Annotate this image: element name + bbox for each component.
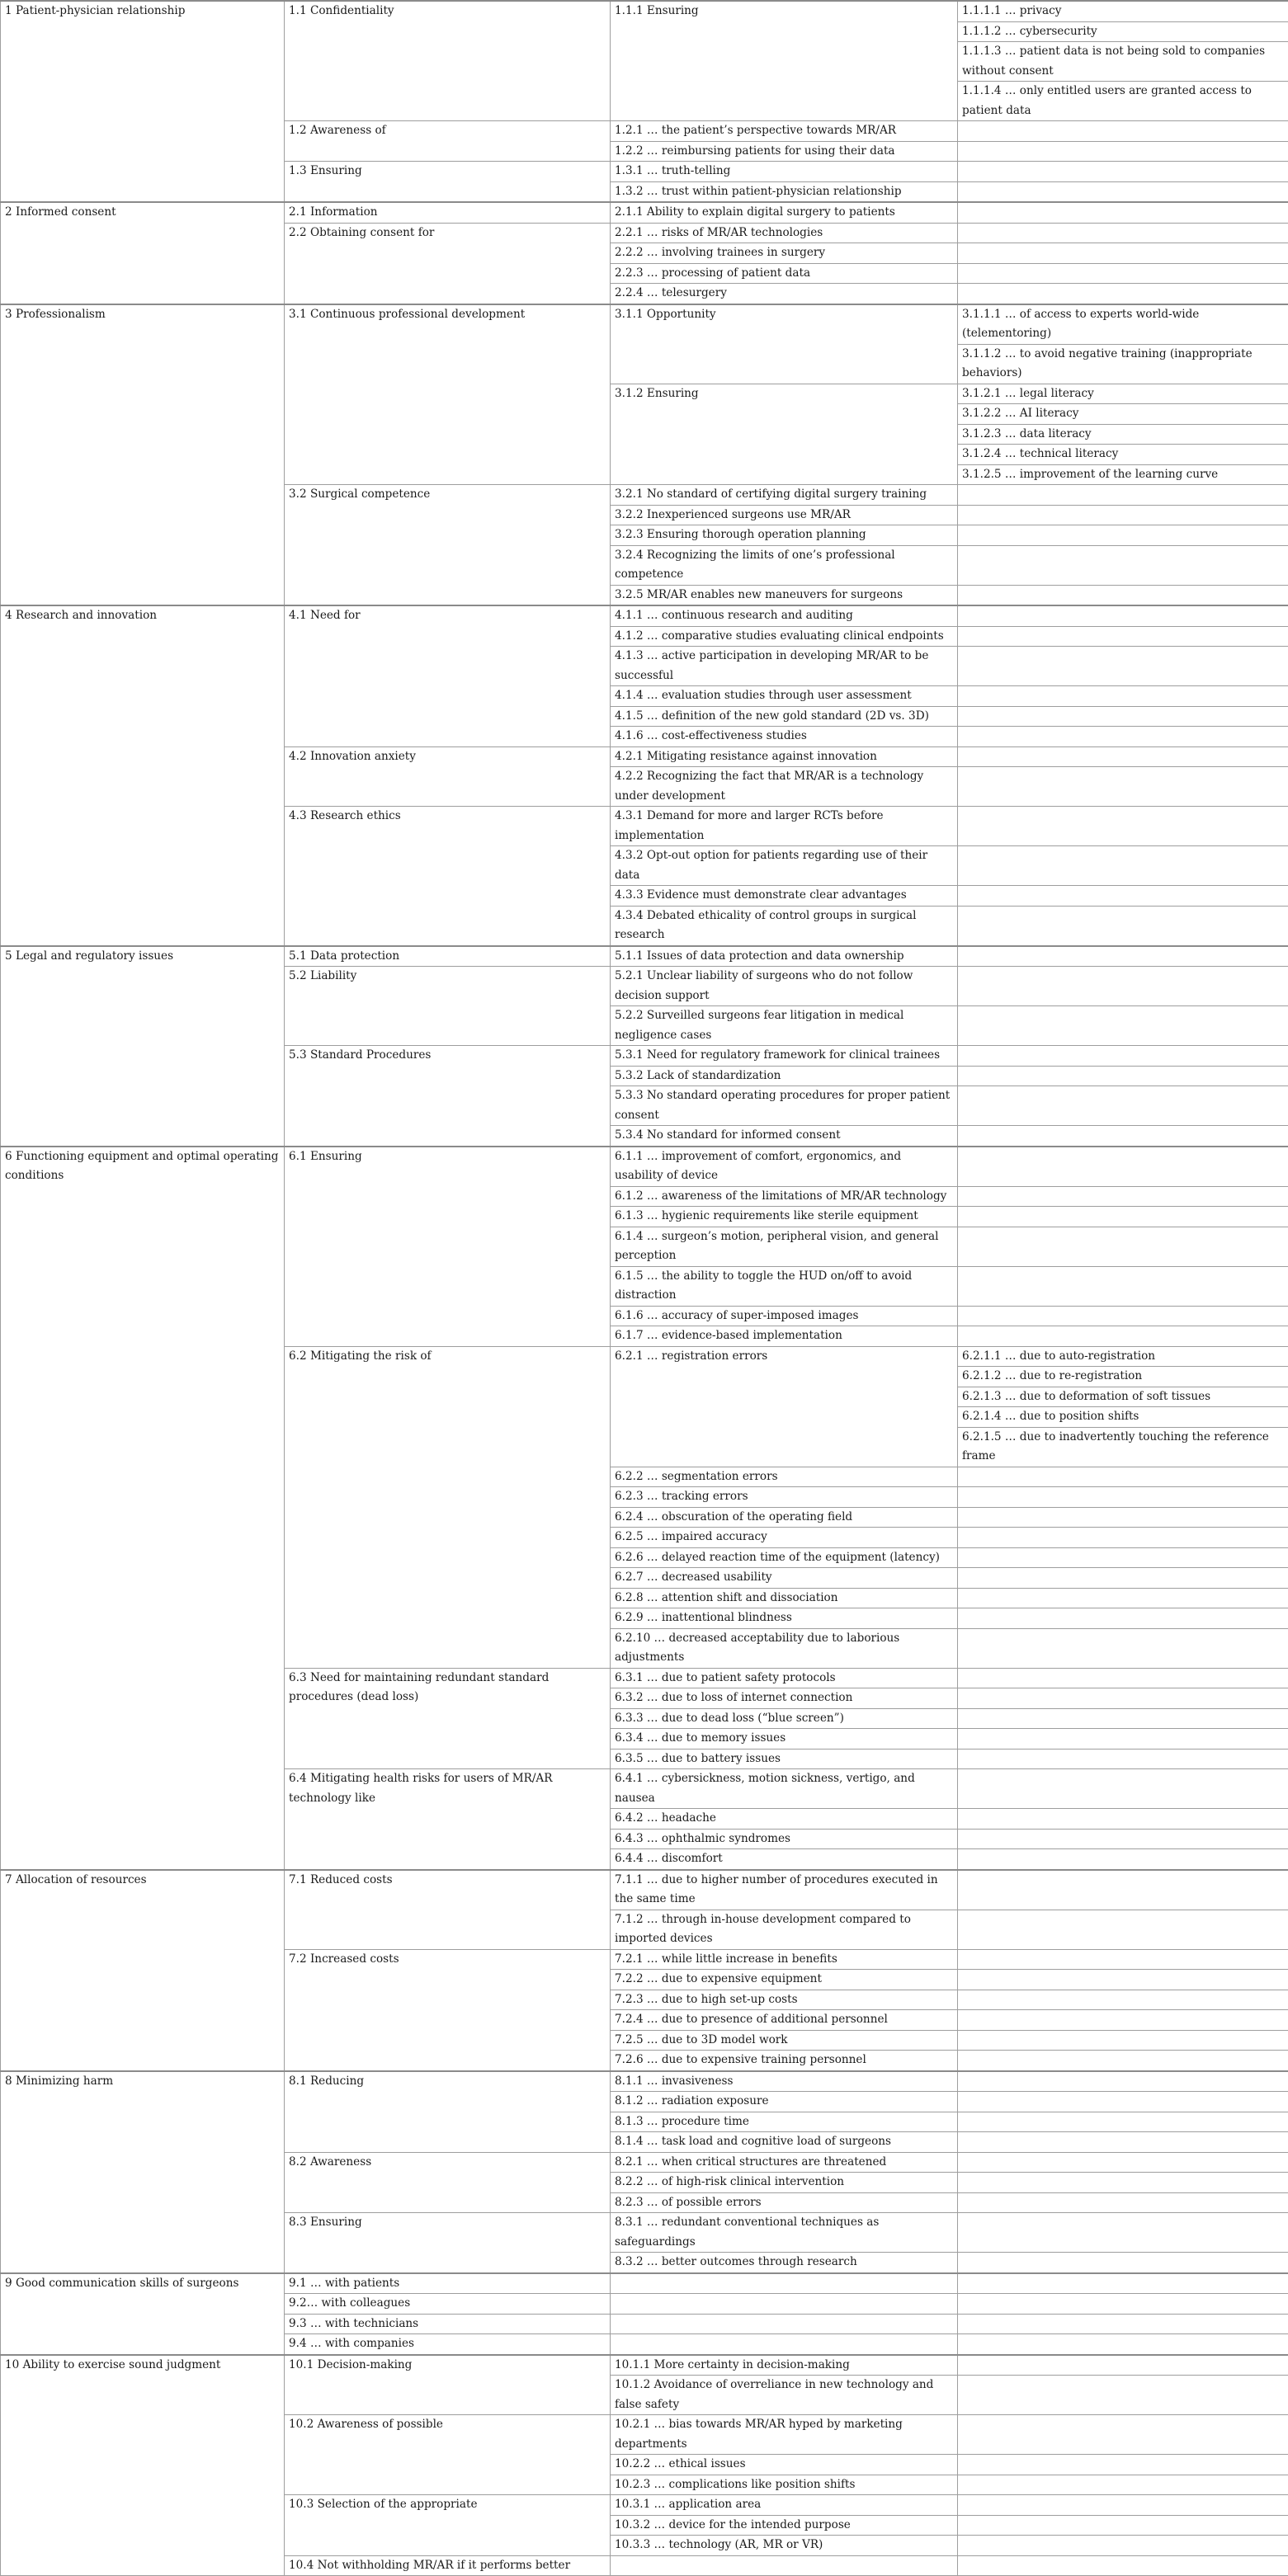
item-cell: 5.3.2 Lack of standardization	[611, 1066, 958, 1086]
item-cell: 2.2.4 … telesurgery	[611, 284, 958, 304]
item-cell: 6.2.10 … decreased acceptability due to laborious adjustments	[611, 1628, 958, 1668]
item-cell	[611, 2555, 958, 2576]
detail-cell	[958, 1990, 1288, 2010]
detail-cell: 1.1.1.3 … patient data is not being sold to companies without consent	[958, 42, 1288, 82]
item-cell: 3.2.4 Recognizing the limits of one’s professional competence	[611, 545, 958, 585]
item-cell: 4.3.2 Opt-out option for patients regarding use of their data	[611, 846, 958, 886]
detail-cell	[958, 967, 1288, 1006]
detail-cell	[958, 2376, 1288, 2415]
detail-cell	[958, 1266, 1288, 1306]
subtheme-cell: 1.3 Ensuring	[285, 162, 611, 203]
detail-cell	[958, 1126, 1288, 1147]
item-cell: 6.4.2 … headache	[611, 1809, 958, 1830]
item-cell: 2.1.1 Ability to explain digital surgery to patients	[611, 202, 958, 223]
item-cell: 7.2.5 … due to 3D model work	[611, 2030, 958, 2051]
subtheme-cell: 9.1 … with patients	[285, 2273, 611, 2294]
item-cell: 8.1.3 … procedure time	[611, 2112, 958, 2132]
item-cell: 4.1.1 … continuous research and auditing	[611, 605, 958, 626]
detail-cell	[958, 121, 1288, 142]
item-cell: 10.3.2 … device for the intended purpose	[611, 2515, 958, 2536]
detail-cell: 6.2.1.5 … due to inadvertently touching the reference frame	[958, 1427, 1288, 1467]
detail-cell: 1.1.1.2 … cybersecurity	[958, 21, 1288, 42]
item-cell: 2.2.2 … involving trainees in surgery	[611, 243, 958, 264]
theme-cell: 2 Informed consent	[1, 202, 285, 304]
subtheme-cell: 2.2 Obtaining consent for	[285, 223, 611, 304]
detail-cell	[958, 1829, 1288, 1849]
item-cell: 6.2.5 … impaired accuracy	[611, 1528, 958, 1548]
item-cell: 10.1.1 More certainty in decision-making	[611, 2355, 958, 2376]
subtheme-cell: 5.3 Standard Procedures	[285, 1046, 611, 1147]
item-cell: 5.1.1 Issues of data protection and data ownership	[611, 946, 958, 967]
detail-cell	[958, 2475, 1288, 2495]
detail-cell	[958, 2334, 1288, 2355]
subtheme-cell: 10.3 Selection of the appropriate	[285, 2495, 611, 2556]
table-row	[1, 2355, 1288, 2376]
subtheme-cell: 4.1 Need for	[285, 605, 611, 746]
detail-cell	[958, 1729, 1288, 1750]
detail-cell	[958, 284, 1288, 304]
detail-cell	[958, 1628, 1288, 1668]
detail-cell	[958, 1949, 1288, 1970]
item-cell: 3.2.1 No standard of certifying digital surgery training	[611, 485, 958, 506]
item-cell: 6.3.2 … due to loss of internet connection	[611, 1688, 958, 1709]
detail-cell	[958, 1147, 1288, 1187]
detail-cell	[958, 141, 1288, 162]
detail-cell	[958, 1749, 1288, 1769]
detail-cell	[958, 906, 1288, 946]
detail-cell	[958, 1849, 1288, 1870]
item-cell: 6.4.1 … cybersickness, motion sickness, vertigo, and nausea	[611, 1769, 958, 1809]
detail-cell: 6.2.1.2 … due to re-registration	[958, 1367, 1288, 1387]
item-cell: 6.2.6 … delayed reaction time of the equipment (latency)	[611, 1547, 958, 1568]
item-cell: 8.1.2 … radiation exposure	[611, 2092, 958, 2112]
detail-cell	[958, 706, 1288, 727]
detail-cell: 1.1.1.4 … only entitled users are granted access to patient data	[958, 82, 1288, 121]
item-cell: 10.1.2 Avoidance of overreliance in new technology and false safety	[611, 2376, 958, 2415]
item-cell: 1.3.1 … truth-telling	[611, 162, 958, 182]
item-cell: 3.2.3 Ensuring thorough operation planning	[611, 525, 958, 546]
item-cell: 4.2.2 Recognizing the fact that MR/AR is a technology under development	[611, 767, 958, 807]
item-cell: 4.1.6 … cost-effectiveness studies	[611, 727, 958, 747]
detail-cell	[958, 2152, 1288, 2173]
detail-cell	[958, 1970, 1288, 1990]
subtheme-cell: 8.2 Awareness	[285, 2152, 611, 2213]
item-cell: 6.3.5 … due to battery issues	[611, 1749, 958, 1769]
table-row	[1, 202, 1288, 223]
subtheme-cell: 4.2 Innovation anxiety	[285, 746, 611, 807]
detail-cell: 3.1.2.5 … improvement of the learning curve	[958, 464, 1288, 485]
detail-cell	[958, 1809, 1288, 1830]
item-cell: 8.2.1 … when critical structures are threatened	[611, 2152, 958, 2173]
detail-cell	[958, 1688, 1288, 1709]
item-cell: 4.1.3 … active participation in developing MR/AR to be successful	[611, 647, 958, 686]
detail-cell	[958, 485, 1288, 506]
detail-cell	[958, 807, 1288, 846]
subtheme-cell: 1.1 Confidentiality	[285, 1, 611, 121]
item-cell: 8.3.2 … better outcomes through research	[611, 2253, 958, 2273]
item-cell: 5.3.3 No standard operating procedures for proper patient consent	[611, 1086, 958, 1126]
detail-cell	[958, 1306, 1288, 1326]
item-cell: 3.1.2 Ensuring	[611, 384, 958, 485]
item-cell: 2.2.3 … processing of patient data	[611, 263, 958, 284]
subtheme-cell: 8.1 Reducing	[285, 2071, 611, 2153]
detail-cell	[958, 2455, 1288, 2475]
item-cell	[611, 2314, 958, 2334]
item-cell: 10.2.1 … bias towards MR/AR hyped by marketing departments	[611, 2415, 958, 2455]
detail-cell	[958, 2092, 1288, 2112]
detail-cell	[958, 2112, 1288, 2132]
subtheme-cell: 10.4 Not withholding MR/AR if it performs better	[285, 2555, 611, 2576]
item-cell: 8.1.1 … invasiveness	[611, 2071, 958, 2092]
item-cell: 7.2.1 … while little increase in benefits	[611, 1949, 958, 1970]
item-cell: 6.1.3 … hygienic requirements like sterile equipment	[611, 1207, 958, 1227]
item-cell: 4.3.3 Evidence must demonstrate clear advantages	[611, 886, 958, 907]
detail-cell	[958, 1708, 1288, 1729]
detail-cell	[958, 1568, 1288, 1589]
detail-cell	[958, 2132, 1288, 2153]
table-row	[1, 1870, 1288, 1910]
detail-cell: 6.2.1.4 … due to position shifts	[958, 1407, 1288, 1428]
theme-cell: 10 Ability to exercise sound judgment	[1, 2355, 285, 2576]
subtheme-cell: 6.1 Ensuring	[285, 1147, 611, 1347]
item-cell: 4.1.2 … comparative studies evaluating clinical endpoints	[611, 626, 958, 647]
item-cell: 10.3.3 … technology (AR, MR or VR)	[611, 2536, 958, 2556]
detail-cell: 3.1.1.1 … of access to experts world-wide (telementoring)	[958, 304, 1288, 345]
detail-cell: 3.1.2.3 … data literacy	[958, 424, 1288, 445]
theme-cell: 8 Minimizing harm	[1, 2071, 285, 2273]
detail-cell	[958, 2355, 1288, 2376]
detail-cell	[958, 2253, 1288, 2273]
detail-cell	[958, 605, 1288, 626]
item-cell: 6.2.4 … obscuration of the operating field	[611, 1507, 958, 1528]
subtheme-cell: 8.3 Ensuring	[285, 2213, 611, 2273]
detail-cell	[958, 767, 1288, 807]
item-cell: 6.2.1 … registration errors	[611, 1346, 958, 1467]
item-cell: 7.2.2 … due to expensive equipment	[611, 1970, 958, 1990]
detail-cell: 3.1.2.4 … technical literacy	[958, 445, 1288, 465]
detail-cell	[958, 2294, 1288, 2315]
detail-cell	[958, 202, 1288, 223]
detail-cell	[958, 181, 1288, 202]
table-row	[1, 605, 1288, 626]
item-cell: 3.1.1 Opportunity	[611, 304, 958, 384]
item-cell: 7.2.6 … due to expensive training personnel	[611, 2051, 958, 2071]
detail-cell	[958, 2192, 1288, 2213]
detail-cell: 1.1.1.1 … privacy	[958, 1, 1288, 21]
detail-cell	[958, 727, 1288, 747]
subtheme-cell: 7.2 Increased costs	[285, 1949, 611, 2071]
detail-cell	[958, 2515, 1288, 2536]
detail-cell	[958, 1507, 1288, 1528]
detail-cell	[958, 525, 1288, 546]
subtheme-cell: 9.3 … with technicians	[285, 2314, 611, 2334]
item-cell: 6.3.1 … due to patient safety protocols	[611, 1668, 958, 1688]
item-cell: 4.1.4 … evaluation studies through user assessment	[611, 686, 958, 707]
detail-cell	[958, 2495, 1288, 2516]
table-row	[1, 304, 1288, 345]
detail-cell	[958, 1326, 1288, 1347]
subtheme-cell: 10.1 Decision-making	[285, 2355, 611, 2415]
item-cell: 8.2.2 … of high-risk clinical intervention	[611, 2173, 958, 2193]
subtheme-cell: 6.4 Mitigating health risks for users of MR/AR technology like	[285, 1769, 611, 1870]
detail-cell	[958, 2071, 1288, 2092]
subtheme-cell: 9.2… with colleagues	[285, 2294, 611, 2315]
item-cell: 3.2.2 Inexperienced surgeons use MR/AR	[611, 505, 958, 525]
detail-cell	[958, 746, 1288, 767]
item-cell	[611, 2334, 958, 2355]
theme-cell: 3 Professionalism	[1, 304, 285, 606]
item-cell: 10.2.3 … complications like position shifts	[611, 2475, 958, 2495]
detail-cell	[958, 505, 1288, 525]
item-cell: 4.2.1 Mitigating resistance against innovation	[611, 746, 958, 767]
table-row	[1, 2273, 1288, 2294]
detail-cell	[958, 1006, 1288, 1046]
detail-cell	[958, 2010, 1288, 2031]
subtheme-cell: 3.1 Continuous professional development	[285, 304, 611, 485]
item-cell: 6.1.5 … the ability to toggle the HUD on/off to avoid distraction	[611, 1266, 958, 1306]
theme-cell: 7 Allocation of resources	[1, 1870, 285, 2071]
item-cell: 5.2.2 Surveilled surgeons fear litigation in medical negligence cases	[611, 1006, 958, 1046]
item-cell: 6.2.3 … tracking errors	[611, 1487, 958, 1508]
item-cell: 2.2.1 … risks of MR/AR technologies	[611, 223, 958, 243]
subtheme-cell: 6.2 Mitigating the risk of	[285, 1346, 611, 1668]
item-cell: 6.4.4 … discomfort	[611, 1849, 958, 1870]
item-cell: 6.3.3 … due to dead loss (“blue screen”)	[611, 1708, 958, 1729]
item-cell	[611, 2294, 958, 2315]
detail-cell	[958, 263, 1288, 284]
item-cell: 8.1.4 … task load and cognitive load of surgeons	[611, 2132, 958, 2153]
item-cell: 6.1.4 … surgeon’s motion, peripheral vision, and general perception	[611, 1227, 958, 1266]
detail-cell	[958, 686, 1288, 707]
detail-cell	[958, 886, 1288, 907]
detail-cell	[958, 1608, 1288, 1629]
item-cell: 4.3.4 Debated ethicality of control groups in surgical research	[611, 906, 958, 946]
detail-cell	[958, 223, 1288, 243]
detail-cell	[958, 2415, 1288, 2455]
detail-cell	[958, 1910, 1288, 1949]
detail-cell	[958, 1668, 1288, 1688]
subtheme-cell: 5.2 Liability	[285, 967, 611, 1046]
theme-cell: 5 Legal and regulatory issues	[1, 946, 285, 1147]
item-cell	[611, 2273, 958, 2294]
item-cell: 6.1.2 … awareness of the limitations of MR/AR technology	[611, 1186, 958, 1207]
subtheme-cell: 4.3 Research ethics	[285, 807, 611, 946]
item-cell: 7.1.2 … through in-house development compared to imported devices	[611, 1910, 958, 1949]
item-cell: 6.2.8 … attention shift and dissociation	[611, 1588, 958, 1608]
theme-cell: 9 Good communication skills of surgeons	[1, 2273, 285, 2355]
detail-cell: 6.2.1.3 … due to deformation of soft tissues	[958, 1387, 1288, 1407]
detail-cell	[958, 1487, 1288, 1508]
detail-cell	[958, 2314, 1288, 2334]
detail-cell	[958, 1046, 1288, 1067]
detail-cell	[958, 1588, 1288, 1608]
table-row	[1, 2071, 1288, 2092]
detail-cell	[958, 2030, 1288, 2051]
item-cell: 1.1.1 Ensuring	[611, 1, 958, 121]
detail-cell	[958, 2173, 1288, 2193]
detail-cell	[958, 243, 1288, 264]
detail-cell	[958, 1066, 1288, 1086]
detail-cell	[958, 1769, 1288, 1809]
subtheme-cell: 9.4 … with companies	[285, 2334, 611, 2355]
item-cell: 8.3.1 … redundant conventional techniques as safeguardings	[611, 2213, 958, 2253]
detail-cell: 3.1.1.2 … to avoid negative training (inappropriate behaviors)	[958, 344, 1288, 384]
detail-cell	[958, 1086, 1288, 1126]
theme-cell: 1 Patient-physician relationship	[1, 1, 285, 202]
theme-cell: 4 Research and innovation	[1, 605, 285, 946]
item-cell: 10.2.2 … ethical issues	[611, 2455, 958, 2475]
item-cell: 6.1.1 … improvement of comfort, ergonomics, and usability of device	[611, 1147, 958, 1187]
detail-cell	[958, 545, 1288, 585]
item-cell: 4.3.1 Demand for more and larger RCTs before implementation	[611, 807, 958, 846]
item-cell: 6.1.7 … evidence-based implementation	[611, 1326, 958, 1347]
item-cell: 5.3.4 No standard for informed consent	[611, 1126, 958, 1147]
item-cell: 6.1.6 … accuracy of super-imposed images	[611, 1306, 958, 1326]
item-cell: 6.2.9 … inattentional blindness	[611, 1608, 958, 1629]
detail-cell	[958, 626, 1288, 647]
detail-cell	[958, 2273, 1288, 2294]
item-cell: 1.2.1 … the patient’s perspective towards MR/AR	[611, 121, 958, 142]
item-cell: 7.1.1 … due to higher number of procedures executed in the same time	[611, 1870, 958, 1910]
subtheme-cell: 5.1 Data protection	[285, 946, 611, 967]
detail-cell: 3.1.2.2 … AI literacy	[958, 404, 1288, 425]
detail-cell	[958, 946, 1288, 967]
theme-cell: 6 Functioning equipment and optimal operating conditions	[1, 1147, 285, 1870]
detail-cell	[958, 162, 1288, 182]
table-row	[1, 1147, 1288, 1187]
table-body	[1, 1, 1288, 2576]
subtheme-cell: 7.1 Reduced costs	[285, 1870, 611, 1950]
item-cell: 8.2.3 … of possible errors	[611, 2192, 958, 2213]
detail-cell	[958, 1467, 1288, 1487]
item-cell: 6.3.4 … due to memory issues	[611, 1729, 958, 1750]
detail-cell	[958, 2051, 1288, 2071]
detail-cell	[958, 846, 1288, 886]
item-cell: 1.3.2 … trust within patient-physician relationship	[611, 181, 958, 202]
item-cell: 7.2.4 … due to presence of additional personnel	[611, 2010, 958, 2031]
detail-cell	[958, 2555, 1288, 2576]
item-cell: 4.1.5 … definition of the new gold standard (2D vs. 3D)	[611, 706, 958, 727]
detail-cell	[958, 1870, 1288, 1910]
item-cell: 7.2.3 … due to high set-up costs	[611, 1990, 958, 2010]
detail-cell: 3.1.2.1 … legal literacy	[958, 384, 1288, 404]
subtheme-cell: 2.1 Information	[285, 202, 611, 223]
detail-cell	[958, 1186, 1288, 1207]
item-cell: 3.2.5 MR/AR enables new maneuvers for surgeons	[611, 585, 958, 605]
item-cell: 6.2.7 … decreased usability	[611, 1568, 958, 1589]
item-cell: 6.4.3 … ophthalmic syndromes	[611, 1829, 958, 1849]
detail-cell	[958, 1528, 1288, 1548]
detail-cell	[958, 2536, 1288, 2556]
detail-cell	[958, 2213, 1288, 2253]
item-cell: 6.2.2 … segmentation errors	[611, 1467, 958, 1487]
item-cell: 5.2.1 Unclear liability of surgeons who do not follow decision support	[611, 967, 958, 1006]
detail-cell	[958, 1547, 1288, 1568]
item-cell: 1.2.2 … reimbursing patients for using their data	[611, 141, 958, 162]
detail-cell	[958, 1227, 1288, 1266]
detail-cell	[958, 647, 1288, 686]
table-row	[1, 946, 1288, 967]
item-cell: 5.3.1 Need for regulatory framework for clinical trainees	[611, 1046, 958, 1067]
detail-cell: 6.2.1.1 … due to auto-registration	[958, 1346, 1288, 1367]
subtheme-cell: 1.2 Awareness of	[285, 121, 611, 162]
detail-cell	[958, 585, 1288, 605]
subtheme-cell: 3.2 Surgical competence	[285, 485, 611, 606]
subtheme-cell: 10.2 Awareness of possible	[285, 2415, 611, 2495]
detail-cell	[958, 1207, 1288, 1227]
item-cell: 10.3.1 … application area	[611, 2495, 958, 2516]
table-row	[1, 1, 1288, 21]
subtheme-cell: 6.3 Need for maintaining redundant standard procedures (dead loss)	[285, 1668, 611, 1769]
